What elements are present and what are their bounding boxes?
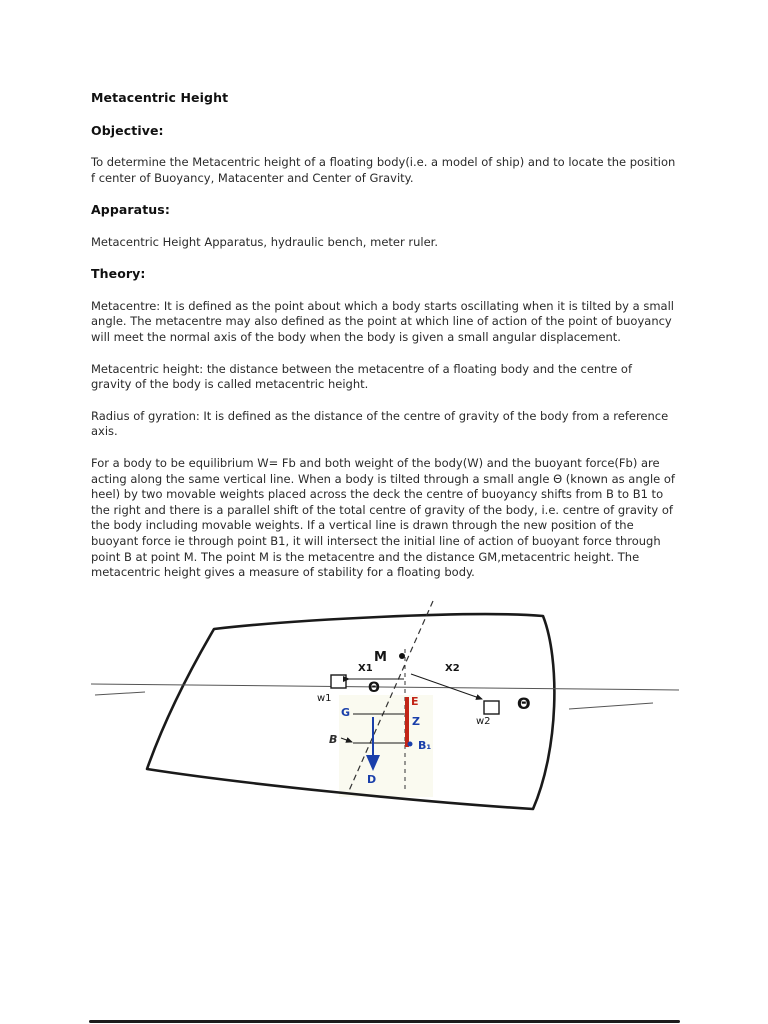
label-w1: w1 [317,692,332,704]
objective-heading: Objective: [91,122,164,138]
apparatus-heading: Apparatus: [91,202,170,218]
label-buoyancy-b: B [329,732,338,746]
label-e: E [411,694,419,708]
weight-w1-box [331,675,346,688]
label-metacentre-m: M [374,649,387,665]
apparatus-text: Metacentric Height Apparatus, hydraulic bench, meter ruler. [91,234,438,249]
label-theta-right: Θ [517,693,531,713]
metacentric-diagram [91,597,691,853]
theory-paragraph: Metacentric height: the distance between the metacentre of a floating body and the centre of gravity of the body is called metacentric height. [91,361,633,392]
metacentre-point [399,653,405,659]
b1-point [408,741,413,746]
label-x1: X1 [358,662,373,674]
theory-heading: Theory: [91,266,146,282]
page-title: Metacentric Height [91,90,229,105]
label-theta-left: Θ [368,679,380,696]
next-page-edge [89,1020,680,1023]
weight-w2-box [484,701,499,714]
label-w2: w2 [476,715,491,727]
label-gravity-g: G [341,705,351,719]
label-d: D [367,772,377,786]
theory-paragraph: Metacentre: It is defined as the point about which a body starts oscillating when it is tilted by a small angle. The metacentre may also defined as the point at which line of action of the point of buoyancy will meet the normal axis of the body when the body is given a small angular displacement. [91,298,674,344]
theory-paragraph: Radius of gyration: It is defined as the distance of the centre of gravity of the body from a reference axis. [91,408,669,439]
metacentric-diagram-figure [91,597,676,857]
theory-paragraph: For a body to be equilibrium W= Fb and both weight of the body(W) and the buoyant force(Fb) are acting along the same vertical line. When a body is tilted through a small angle Θ (known as angle of heel) by two movable weights placed across the deck the centre of buoyancy shifts from B to B1 to the right and there is a parallel shift of the total centre of gravity of the body, i.e. centre of gravity of the body including movable weights. If a vertical line is drawn through the new position of the buoyant force ie through point B1, it will intersect the initial line of action of buoyant force through point B at point M. The point M is the metacentre and the distance GM,metacentric height. The metacentric height gives a measure of stability for a floating body. [91,455,675,580]
label-b1: B₁ [418,738,432,752]
objective-text: To determine the Metacentric height of a floating body(i.e. a model of ship) and to locate the position f center of Buoyancy, Matacenter and Center of Gravity. [91,155,676,185]
label-x2: X2 [445,662,460,674]
label-z: Z [412,714,420,728]
